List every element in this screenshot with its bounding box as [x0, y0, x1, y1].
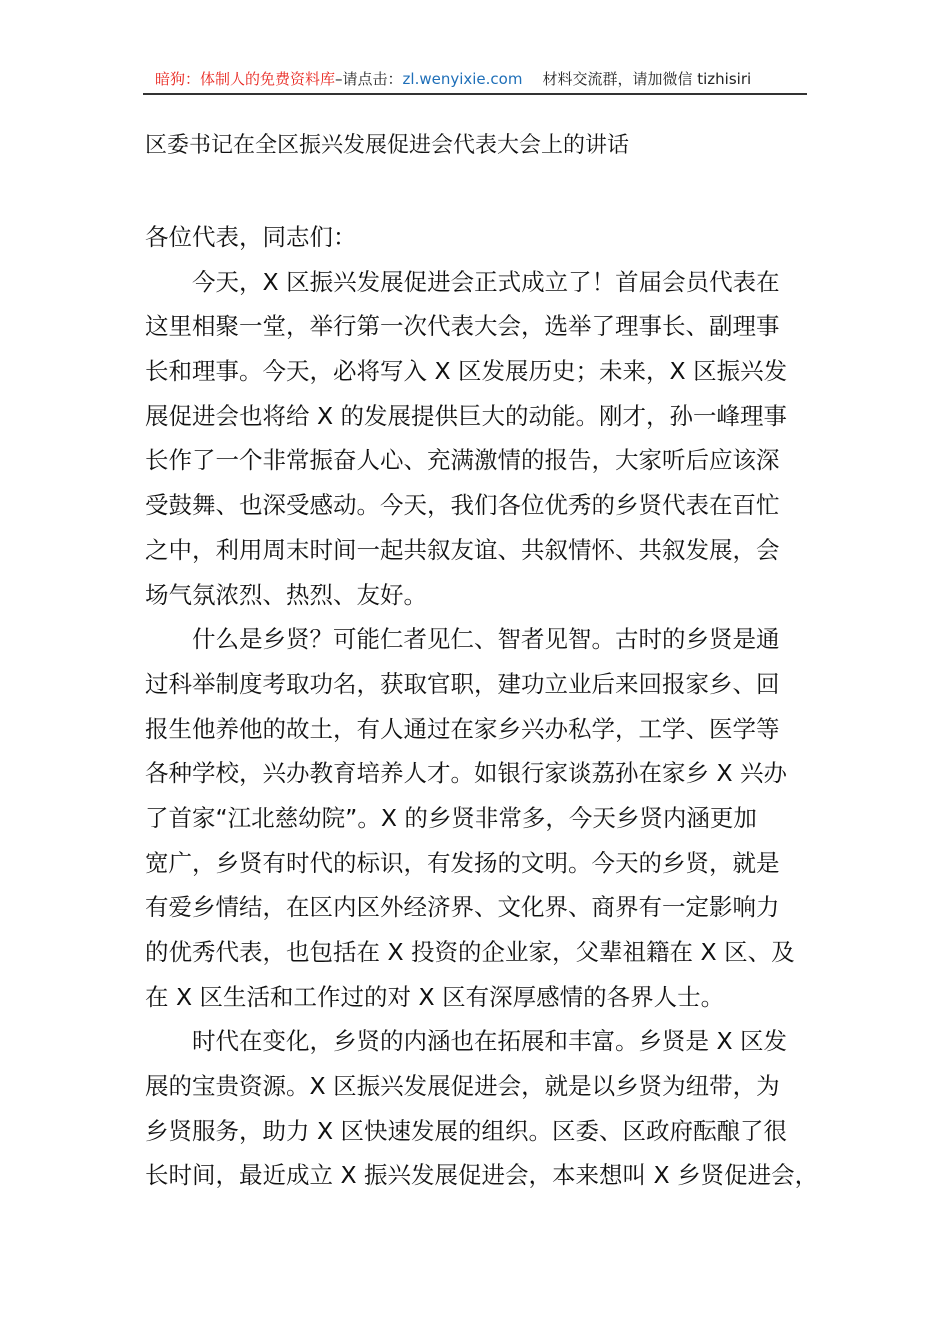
- paragraph-line: 长作了一个非常振奋人心、充满激情的报告，大家听后应该深: [145, 446, 780, 475]
- paragraph: [145, 1019, 825, 1198]
- paragraph-line: 各种学校，兴办教育培养人才。如银行家谈荔孙在家乡 X 兴办: [145, 759, 788, 788]
- paragraph-line: 长和理事。今天，必将写入 X 区发展历史；未来，X 区振兴发: [145, 357, 788, 386]
- paragraph-line: 报生他养他的故土，有人通过在家乡兴办私学，工学、医学等: [145, 714, 780, 743]
- salutation: 各位代表，同志们：: [145, 223, 357, 251]
- paragraph-line: 之中，利用周末时间一起共叙友谊、共叙情怀、共叙发展，会: [145, 535, 780, 564]
- paragraph-line: 这里相聚一堂，举行第一次代表大会，选举了理事长、副理事: [145, 312, 780, 341]
- website-link[interactable]: zl.wenyixie.com: [402, 69, 523, 88]
- paragraph: [145, 617, 825, 1019]
- page-header: [145, 68, 805, 89]
- click-prompt: –请点击：: [335, 70, 403, 88]
- contact-text: 材料交流群，请加微信 tizhisiri: [542, 70, 752, 88]
- document-body: [145, 215, 825, 1198]
- header-divider: [143, 93, 807, 95]
- paragraph-line: 了首家“江北慈幼院”。X 的乡贤非常多，今天乡贤内涵更加: [145, 803, 757, 832]
- paragraph-line: 过科举制度考取功名，获取官职，建功立业后来回报家乡、回: [145, 669, 780, 698]
- paragraph-line: 受鼓舞、也深受感动。今天，我们各位优秀的乡贤代表在百忙: [145, 491, 780, 520]
- paragraph-line: 今天，X 区振兴发展促进会正式成立了！首届会员代表在: [192, 267, 780, 296]
- paragraph-line: 长时间，最近成立 X 振兴发展促进会，本来想叫 X 乡贤促进会，: [145, 1161, 819, 1190]
- paragraph-line: 在 X 区生活和工作过的对 X 区有深厚感情的各界人士。: [145, 982, 725, 1011]
- paragraph-line: 场气氛浓烈、热烈、友好。: [145, 580, 427, 609]
- paragraph-line: 宽广，乡贤有时代的标识，有发扬的文明。今天的乡贤，就是: [145, 848, 780, 877]
- paragraph: [145, 260, 825, 618]
- paragraph-line: 有爱乡情结，在区内区外经济界、文化界、商界有一定影响力: [145, 893, 780, 922]
- paragraph-line: 乡贤服务，助力 X 区快速发展的组织。区委、区政府酝酿了很: [145, 1116, 788, 1145]
- paragraph-line: 时代在变化，乡贤的内涵也在拓展和丰富。乡贤是 X 区发: [192, 1027, 788, 1056]
- paragraph-line: 展的宝贵资源。X 区振兴发展促进会，就是以乡贤为纽带，为: [145, 1072, 780, 1101]
- promo-text: 暗狗：体制人的免费资料库: [155, 70, 336, 88]
- document-title: 区委书记在全区振兴发展促进会代表大会上的讲话: [145, 133, 630, 158]
- paragraph-line: 的优秀代表，也包括在 X 投资的企业家，父辈祖籍在 X 区、及: [145, 938, 795, 966]
- paragraph-line: 展促进会也将给 X 的发展提供巨大的动能。刚才，孙一峰理事: [145, 401, 788, 430]
- paragraph-line: 什么是乡贤？可能仁者见仁、智者见智。古时的乡贤是通: [192, 625, 780, 654]
